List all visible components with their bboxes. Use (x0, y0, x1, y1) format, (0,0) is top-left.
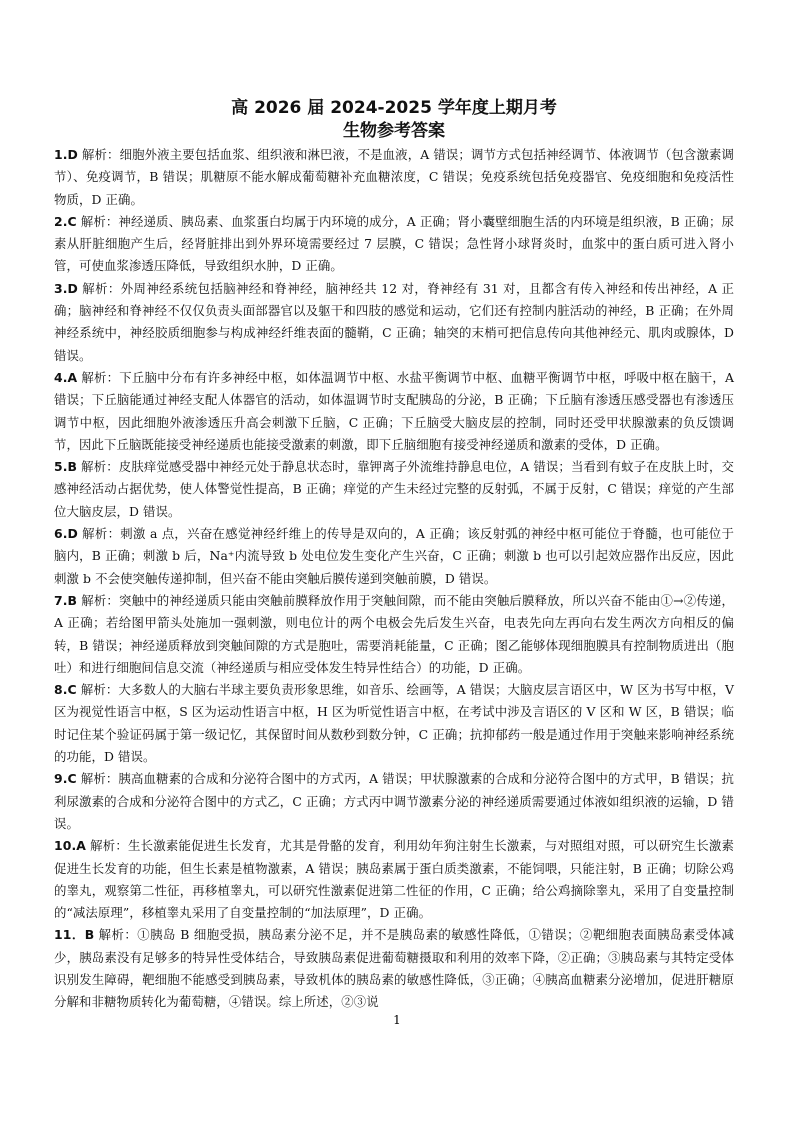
answer-item (54, 835, 734, 924)
answer-item (54, 456, 734, 523)
answer-label: 11．B (54, 927, 95, 943)
page-title: 高 2026 届 2024-2025 学年度上期月考 (231, 98, 557, 118)
answer-label: 3.D (54, 280, 78, 296)
answer-label: 5.B (54, 459, 78, 475)
answer-item (54, 768, 734, 835)
answer-explanation: 解析：①胰岛 B 细胞受损，胰岛素分泌不足，并不是胰岛素的敏感性降低，①错误；②靶细胞表面胰岛素受体减少，胰岛素没有足够多的特异性受体结合，导致胰岛素促进葡萄糖摄取和利用的效率下降，②正确；③胰岛素与其特定受体识别发生障碍，靶细胞不能感受到胰岛素，导致机体的胰岛素的敏感性降低，③正确；④胰高血糖素分泌增加，促进肝糖原分解和非糖物质转化为葡萄糖，④错误。综上所述，②③说 (54, 927, 734, 1010)
answer-item (54, 144, 734, 211)
answer-explanation: 解析：神经递质、胰岛素、血浆蛋白均属于内环境的成分，A 正确；肾小囊壁细胞生活的内环境是组织液，B 正确；尿素从肝脏细胞产生后，经肾脏排出到外界环境需要经过 7 层膜，C 错误；急性肾小球肾炎时，血浆中的蛋白质可进入肾小管，可使血浆渗透压降低，导致组织水肿，D 正确。 (54, 213, 734, 274)
answer-explanation: 解析：大多数人的大脑右半球主要负责形象思维，如音乐、绘画等，A 错误；大脑皮层言语区中，W 区为书写中枢，V 区为视觉性语言中枢，S 区为运动性语言中枢，H 区为听觉性语言中枢，在考试中涉及言语区的 V 区和 W 区，B 错误；临时记住某个验证码属于第一级记忆，其保留时间从数秒到数分钟，C 正确；抗抑郁药一般是通过作用于突触来影响神经系统的功能，D 错误。 (54, 682, 734, 765)
answer-item (54, 211, 734, 278)
answer-item (54, 924, 734, 1013)
answer-label: 6.D (54, 526, 78, 542)
answer-explanation: 解析：生长激素能促进生长发育，尤其是骨骼的发育，利用幼年狗注射生长激素，与对照组对照，可以研究生长激素促进生长发育的功能，但生长素是植物激素，A 错误；胰岛素属于蛋白质类激素，不能饲喂，只能注射，B 正确；切除公鸡的睾丸，观察第二性征，再移植睾丸，可以研究性激素促进第二性征的作用，C 正确；给公鸡摘除睾丸，采用了自变量控制的“减法原理”，移植睾丸采用了自变量控制的“加法原理”，D 正确。 (54, 838, 734, 921)
answer-label: 9.C (54, 771, 77, 787)
answer-label: 1.D (54, 147, 78, 162)
answer-label: 10.A (54, 838, 86, 854)
answer-explanation: 解析：细胞外液主要包括血浆、组织液和淋巴液，不是血液，A 错误；调节方式包括神经调节、体液调节（包含激素调节）、免疫调节，B 错误；肌糖原不能水解成葡萄糖补充血糖浓度，C 错误；免疫系统包括免疫器官、免疫细胞和免疫活性物质，D 正确。 (54, 147, 734, 207)
answer-list (54, 144, 734, 1014)
answer-explanation: 解析：刺激 a 点，兴奋在感觉神经纤维上的传导是双向的，A 正确；该反射弧的神经中枢可能位于脊髓，也可能位于脑内，B 正确；刺激 b 后，Na⁺内流导致 b 处电位发生变化产生兴奋，C 正确；刺激 b 也可以引起效应器作出反应，因此刺激 b 不会使突触传递抑制，但兴奋不能由突触后膜传递到突触前膜，D 错误。 (54, 526, 734, 586)
page-number: 1 (393, 1013, 401, 1027)
answer-label: 8.C (54, 682, 77, 698)
answer-label: 2.C (54, 213, 77, 229)
answer-item (54, 278, 734, 367)
answer-explanation: 解析：皮肤痒觉感受器中神经元处于静息状态时，靠钾离子外流维持静息电位，A 错误；当看到有蚊子在皮肤上时，交感神经活动占据优势，使人体警觉性提高，B 正确；痒觉的产生未经过完整的反射弧，不属于反射，C 错误；痒觉的产生部位大脑皮层，D 错误。 (54, 459, 734, 519)
answer-explanation: 解析：外周神经系统包括脑神经和脊神经，脑神经共 12 对，脊神经有 31 对，且都含有传入神经和传出神经，A 正确；脑神经和脊神经不仅仅负责头面部器官以及躯干和四肢的感觉和运动，它们还有控制内脏活动的神经，B 正确；在外周神经系统中，神经胶质细胞参与构成神经纤维表面的髓鞘，C 正确；轴突的末梢可把信息传向其他神经元、肌肉或腺体，D 错误。 (54, 280, 734, 363)
answer-item (54, 523, 734, 590)
page-subtitle: 生物参考答案 (343, 121, 445, 141)
answer-explanation: 解析：胰高血糖素的合成和分泌符合图中的方式丙，A 错误；甲状腺激素的合成和分泌符合图中的方式甲，B 错误；抗利尿激素的合成和分泌符合图中的方式乙，C 正确；方式丙中调节激素分泌的神经递质需要通过体液如组织液的运输，D 错误。 (54, 771, 734, 831)
answer-explanation: 解析：下丘脑中分布有许多神经中枢，如体温调节中枢、水盐平衡调节中枢、血糖平衡调节中枢，呼吸中枢在脑干，A 错误；下丘脑能通过神经支配人体器官的活动，如体温调节时支配胰岛的分泌，B 正确；下丘脑有渗透压感受器也有渗透压调节中枢，因此细胞外液渗透压升高会刺激下丘脑，C 正确；下丘脑受大脑皮层的控制，同时还受甲状腺激素的负反馈调节，因此下丘脑既能接受神经递质也能接受激素的刺激，即下丘脑细胞有接受神经递质和激素的受体，D 正确。 (54, 369, 734, 452)
answer-item (54, 590, 734, 679)
answer-label: 7.B (54, 592, 78, 608)
answer-label: 4.A (54, 369, 78, 385)
answer-item (54, 679, 734, 768)
answer-explanation: 解析：突触中的神经递质只能由突触前膜释放作用于突触间隙，而不能由突触后膜释放，所以兴奋不能由①→②传递，A 正确；若给图甲箭头处施加一强刺激，则电位计的两个电极会先后发生兴奋，电表先向左再向右发生两次方向相反的偏转，B 错误；神经递质释放到突触间隙的方式是胞吐，需要消耗能量，C 正确；图乙能够体现细胞膜具有控制物质进出（胞吐）和进行细胞间信息交流（神经递质与相应受体发生特异性结合）的功能，D 正确。 (54, 592, 734, 675)
answer-item (54, 367, 734, 456)
